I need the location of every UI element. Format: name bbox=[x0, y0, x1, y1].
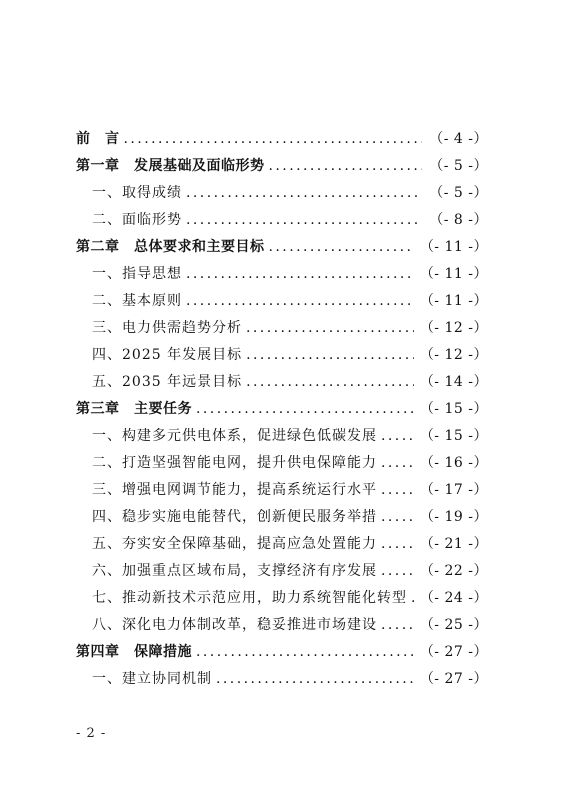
toc-entry-title: 二、面临形势 bbox=[92, 212, 182, 228]
toc-dot-leader bbox=[411, 589, 414, 607]
toc-section-entry[interactable] bbox=[76, 202, 488, 229]
toc-entry-page: （- 15 -） bbox=[419, 428, 488, 444]
toc-section-entry[interactable] bbox=[76, 175, 488, 202]
toc-section-entry[interactable] bbox=[76, 310, 488, 337]
toc-chapter-entry[interactable] bbox=[76, 148, 488, 175]
toc-entry-title: 六、加强重点区域布局，支撑经济有序发展 bbox=[92, 563, 377, 579]
toc-entry-page: （- 11 -） bbox=[419, 293, 488, 309]
toc-entry-title: 第四章 保障措施 bbox=[76, 644, 192, 660]
toc-section-entry[interactable] bbox=[76, 283, 488, 310]
toc-entry-page: （- 17 -） bbox=[419, 482, 488, 498]
toc-chapter-entry[interactable] bbox=[76, 121, 488, 148]
toc-entry-page: （- 27 -） bbox=[419, 671, 488, 687]
toc-entry-page: （- 16 -） bbox=[419, 455, 488, 471]
toc-section-entry[interactable] bbox=[76, 364, 488, 391]
toc-entry-page: （- 4 -） bbox=[429, 131, 488, 147]
toc-dot-leader bbox=[381, 454, 414, 472]
toc-dot-leader bbox=[381, 562, 414, 580]
toc-entry-page: （- 5 -） bbox=[429, 158, 488, 174]
toc-dot-leader bbox=[381, 508, 414, 526]
toc-dot-leader bbox=[246, 373, 414, 391]
toc-entry-title: 第二章 总体要求和主要目标 bbox=[76, 239, 265, 255]
toc-entry-page: （- 5 -） bbox=[429, 185, 488, 201]
toc-section-entry[interactable] bbox=[76, 526, 488, 553]
toc-dot-leader bbox=[381, 481, 414, 499]
toc-entry-page: （- 8 -） bbox=[429, 212, 488, 228]
toc-entry-title: 一、构建多元供电体系，促进绿色低碳发展 bbox=[92, 428, 377, 444]
toc-chapter-entry[interactable] bbox=[76, 229, 488, 256]
toc-dot-leader bbox=[196, 643, 414, 661]
toc-entry-title: 四、稳步实施电能替代，创新便民服务举措 bbox=[92, 509, 377, 525]
toc-entry-page: （- 12 -） bbox=[419, 347, 488, 363]
toc-dot-leader bbox=[269, 157, 423, 175]
toc-entry-title: 二、基本原则 bbox=[92, 293, 182, 309]
toc-dot-leader bbox=[246, 346, 414, 364]
toc-entry-title: 二、打造坚强智能电网，提升供电保障能力 bbox=[92, 455, 377, 471]
table-of-contents bbox=[76, 121, 488, 688]
toc-entry-page: （- 12 -） bbox=[419, 320, 488, 336]
toc-dot-leader bbox=[269, 238, 414, 256]
toc-section-entry[interactable] bbox=[76, 445, 488, 472]
toc-dot-leader bbox=[381, 535, 414, 553]
toc-entry-title: 五、2035 年远景目标 bbox=[92, 374, 243, 390]
toc-entry-title: 四、2025 年发展目标 bbox=[92, 347, 243, 363]
page-number: - 2 - bbox=[76, 726, 107, 741]
toc-section-entry[interactable] bbox=[76, 418, 488, 445]
toc-dot-leader bbox=[196, 400, 414, 418]
toc-section-entry[interactable] bbox=[76, 661, 488, 688]
toc-chapter-entry[interactable] bbox=[76, 634, 488, 661]
toc-entry-page: （- 11 -） bbox=[419, 239, 488, 255]
toc-entry-page: （- 22 -） bbox=[419, 563, 488, 579]
toc-dot-leader bbox=[216, 670, 414, 688]
toc-entry-page: （- 24 -） bbox=[419, 590, 488, 606]
toc-entry-page: （- 19 -） bbox=[419, 509, 488, 525]
toc-entry-title: 八、深化电力体制改革，稳妥推进市场建设 bbox=[92, 617, 377, 633]
toc-entry-title: 第一章 发展基础及面临形势 bbox=[76, 158, 265, 174]
toc-chapter-entry[interactable] bbox=[76, 391, 488, 418]
toc-dot-leader bbox=[186, 265, 414, 283]
toc-dot-leader bbox=[381, 427, 414, 445]
toc-dot-leader bbox=[186, 184, 422, 202]
toc-entry-title: 五、夯实安全保障基础，提高应急处置能力 bbox=[92, 536, 377, 552]
toc-entry-title: 一、取得成绩 bbox=[92, 185, 182, 201]
toc-section-entry[interactable] bbox=[76, 472, 488, 499]
toc-section-entry[interactable] bbox=[76, 607, 488, 634]
toc-entry-title: 三、增强电网调节能力，提高系统运行水平 bbox=[92, 482, 377, 498]
toc-section-entry[interactable] bbox=[76, 580, 488, 607]
toc-dot-leader bbox=[381, 616, 414, 634]
toc-entry-title: 一、指导思想 bbox=[92, 266, 182, 282]
toc-entry-title: 前 言 bbox=[76, 131, 120, 147]
toc-entry-title: 第三章 主要任务 bbox=[76, 401, 192, 417]
toc-dot-leader bbox=[186, 292, 414, 310]
toc-entry-page: （- 14 -） bbox=[419, 374, 488, 390]
toc-section-entry[interactable] bbox=[76, 499, 488, 526]
toc-entry-page: （- 27 -） bbox=[419, 644, 488, 660]
toc-section-entry[interactable] bbox=[76, 256, 488, 283]
toc-dot-leader bbox=[186, 211, 422, 229]
toc-entry-title: 七、推动新技术示范应用，助力系统智能化转型 bbox=[92, 590, 407, 606]
toc-entry-page: （- 25 -） bbox=[419, 617, 488, 633]
toc-dot-leader bbox=[246, 319, 414, 337]
toc-section-entry[interactable] bbox=[76, 337, 488, 364]
toc-entry-title: 一、建立协同机制 bbox=[92, 671, 212, 687]
toc-entry-page: （- 15 -） bbox=[419, 401, 488, 417]
toc-dot-leader bbox=[124, 130, 423, 148]
toc-section-entry[interactable] bbox=[76, 553, 488, 580]
toc-entry-title: 三、电力供需趋势分析 bbox=[92, 320, 242, 336]
toc-entry-page: （- 21 -） bbox=[419, 536, 488, 552]
toc-entry-page: （- 11 -） bbox=[419, 266, 488, 282]
